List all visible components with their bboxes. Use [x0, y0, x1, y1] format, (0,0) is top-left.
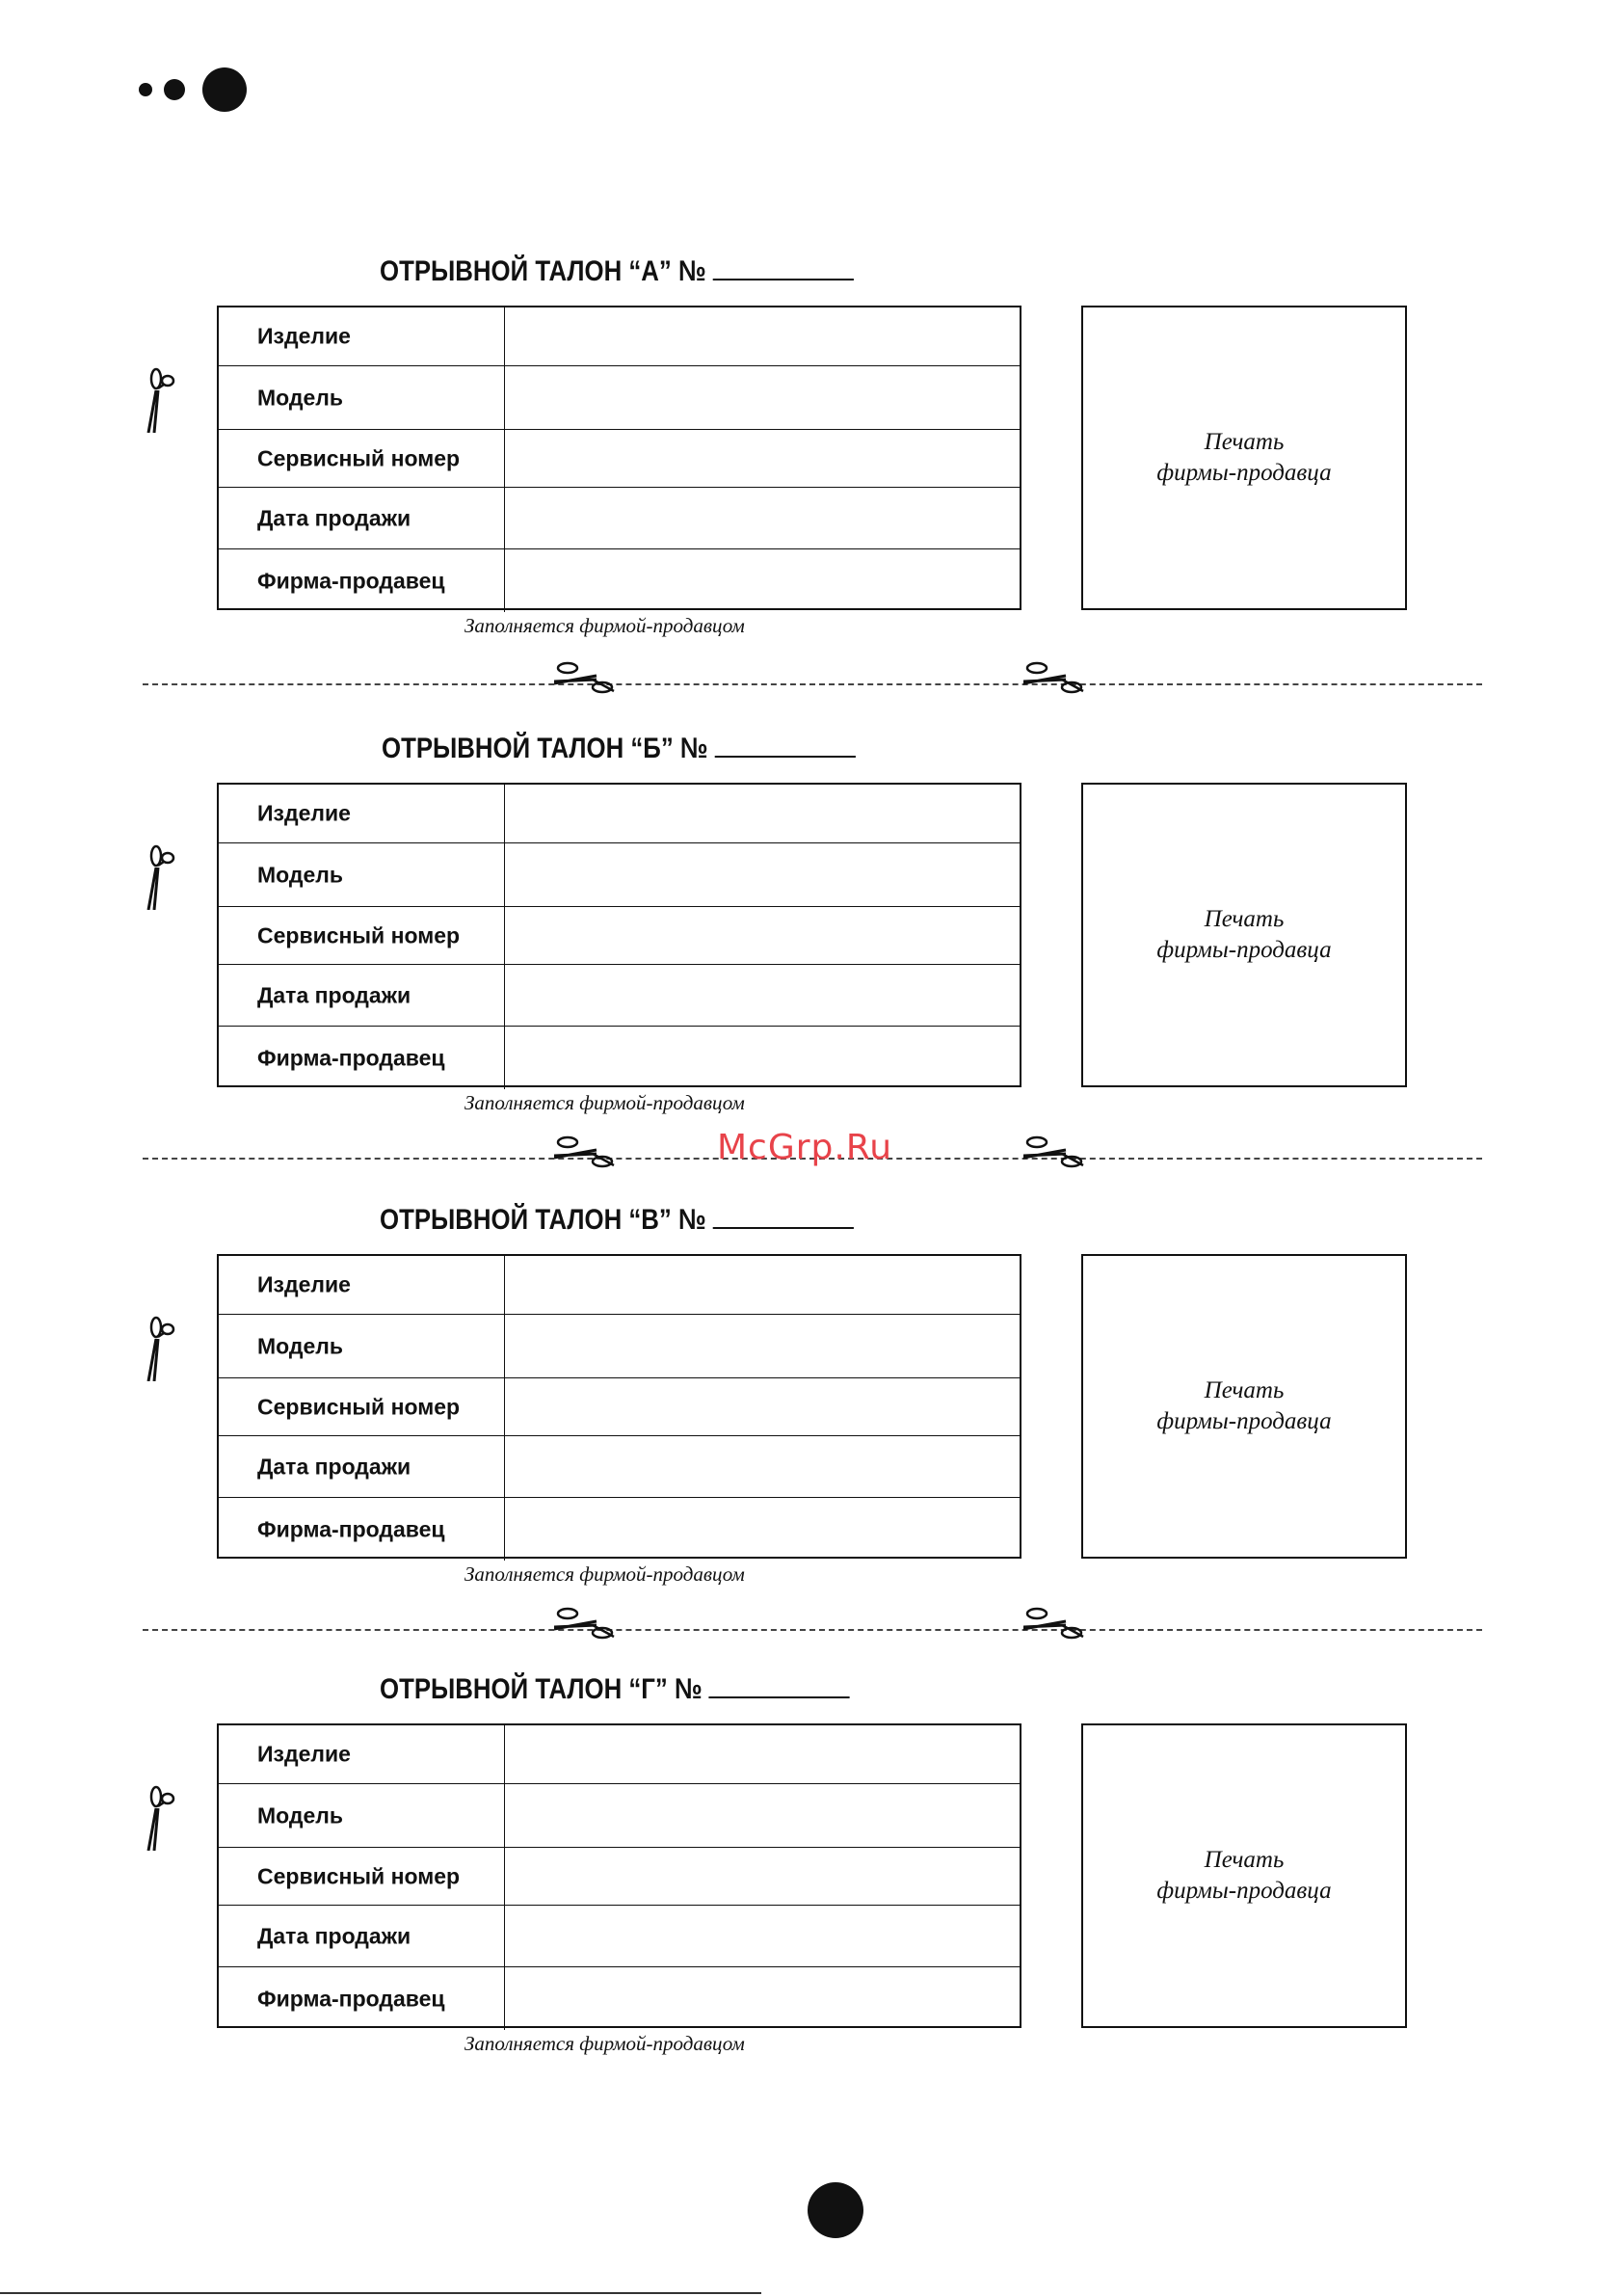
stamp-caption	[1083, 427, 1405, 489]
stamp-caption-line2: фирмы-продавца	[1156, 937, 1332, 963]
stamp-caption-line1: Печать	[1204, 1377, 1285, 1403]
fill-note: Заполняется фирмой-продавцом	[464, 2032, 745, 2055]
form-row-label: Сервисный номер	[257, 1863, 461, 1888]
stamp-caption	[1083, 904, 1405, 966]
cut-line	[143, 1629, 1482, 1631]
form-row	[219, 1256, 1020, 1314]
form-row	[219, 1435, 1020, 1497]
coupon-title	[382, 733, 856, 765]
form-row-value-field[interactable]	[504, 1967, 1020, 2030]
form-row-label: Фирма-продавец	[257, 1516, 445, 1541]
coupon	[0, 725, 1618, 1130]
form-row	[219, 1725, 1020, 1783]
stamp-caption-line1: Печать	[1204, 906, 1285, 932]
coupon-title	[380, 1204, 854, 1237]
form-row-label: Модель	[257, 862, 344, 887]
form-row	[219, 429, 1020, 487]
stamp-caption-line1: Печать	[1204, 1847, 1285, 1873]
cut-line	[143, 683, 1482, 685]
form-row-label: Модель	[257, 1333, 344, 1358]
coupon-title-text: ОТРЫВНОЙ ТАЛОН “Б” №	[382, 733, 708, 764]
form-row	[219, 964, 1020, 1026]
scissors-icon	[554, 1129, 623, 1169]
coupon-number-field[interactable]	[715, 733, 856, 758]
coupon-title	[380, 255, 854, 288]
form-row-label: Фирма-продавец	[257, 1986, 445, 2011]
scissors-icon	[1023, 654, 1093, 695]
coupon-title-text: ОТРЫВНОЙ ТАЛОН “А” №	[380, 255, 706, 287]
coupon-form-table	[217, 1254, 1021, 1559]
form-row-label: Сервисный номер	[257, 922, 461, 948]
form-row-value-field[interactable]	[504, 430, 1020, 487]
form-row	[219, 1905, 1020, 1966]
form-row-value-field[interactable]	[504, 307, 1020, 365]
form-row	[219, 1783, 1020, 1847]
form-row-label: Сервисный номер	[257, 1394, 461, 1419]
seller-stamp-box	[1081, 1723, 1407, 2028]
form-row	[219, 365, 1020, 429]
stamp-caption-line1: Печать	[1204, 429, 1285, 455]
coupon-form-table	[217, 306, 1021, 610]
coupon-form-table	[217, 1723, 1021, 2028]
form-row-value-field[interactable]	[504, 488, 1020, 548]
scissors-icon	[135, 363, 175, 433]
fill-note: Заполняется фирмой-продавцом	[464, 1091, 745, 1114]
form-row-value-field[interactable]	[504, 1027, 1020, 1089]
form-row	[219, 842, 1020, 906]
form-row-label: Изделие	[257, 323, 351, 349]
form-row-value-field[interactable]	[504, 1725, 1020, 1783]
form-row-value-field[interactable]	[504, 965, 1020, 1026]
coupon	[0, 248, 1618, 653]
form-row-value-field[interactable]	[504, 1784, 1020, 1847]
form-row-label: Изделие	[257, 1271, 351, 1297]
scissors-icon	[135, 841, 175, 910]
scissors-icon	[554, 654, 623, 695]
fill-note: Заполняется фирмой-продавцом	[464, 614, 745, 637]
form-row	[219, 906, 1020, 964]
coupon-number-field[interactable]	[713, 1204, 854, 1229]
scissors-icon	[554, 1600, 623, 1641]
form-row-value-field[interactable]	[504, 907, 1020, 964]
form-row	[219, 1497, 1020, 1561]
form-row-value-field[interactable]	[504, 549, 1020, 612]
form-row-label: Дата продажи	[257, 982, 411, 1007]
form-row-value-field[interactable]	[504, 1436, 1020, 1497]
fill-note: Заполняется фирмой-продавцом	[464, 1562, 745, 1586]
form-row-label: Дата продажи	[257, 1923, 411, 1948]
scissors-icon	[135, 1781, 175, 1851]
form-row-value-field[interactable]	[504, 785, 1020, 842]
bottom-rule	[0, 2292, 761, 2294]
form-row-value-field[interactable]	[504, 1378, 1020, 1435]
coupon-number-field[interactable]	[709, 1673, 850, 1698]
form-row	[219, 548, 1020, 612]
form-row-label: Модель	[257, 385, 344, 410]
form-row-value-field[interactable]	[504, 366, 1020, 429]
stamp-caption-line2: фирмы-продавца	[1156, 1878, 1332, 1904]
stamp-caption-line2: фирмы-продавца	[1156, 1408, 1332, 1434]
scissors-icon	[135, 1312, 175, 1381]
form-row-label: Сервисный номер	[257, 445, 461, 470]
seller-stamp-box	[1081, 783, 1407, 1087]
stamp-caption	[1083, 1845, 1405, 1907]
coupon	[0, 1196, 1618, 1601]
coupon-title-text: ОТРЫВНОЙ ТАЛОН “В” №	[380, 1204, 706, 1236]
watermark: McGrp.Ru	[717, 1128, 893, 1167]
coupon	[0, 1666, 1618, 2070]
stamp-caption	[1083, 1375, 1405, 1437]
form-row-value-field[interactable]	[504, 843, 1020, 906]
form-row-value-field[interactable]	[504, 1315, 1020, 1377]
form-row-value-field[interactable]	[504, 1848, 1020, 1905]
form-row	[219, 1847, 1020, 1905]
form-row-label: Изделие	[257, 1741, 351, 1767]
form-row	[219, 1314, 1020, 1377]
form-row	[219, 307, 1020, 365]
form-row-label: Дата продажи	[257, 505, 411, 530]
form-row	[219, 487, 1020, 548]
seller-stamp-box	[1081, 306, 1407, 610]
form-row-label: Фирма-продавец	[257, 1045, 445, 1070]
form-row-label: Дата продажи	[257, 1454, 411, 1479]
scissors-icon	[1023, 1129, 1093, 1169]
form-row-value-field[interactable]	[504, 1498, 1020, 1561]
coupon-form-table	[217, 783, 1021, 1087]
form-row	[219, 1026, 1020, 1089]
form-row	[219, 1966, 1020, 2030]
form-row-label: Модель	[257, 1802, 344, 1828]
coupon-title-text: ОТРЫВНОЙ ТАЛОН “Г” №	[380, 1673, 703, 1705]
coupon-number-field[interactable]	[713, 255, 854, 280]
form-row	[219, 1377, 1020, 1435]
form-row-label: Изделие	[257, 800, 351, 826]
stamp-caption-line2: фирмы-продавца	[1156, 460, 1332, 486]
seller-stamp-box	[1081, 1254, 1407, 1559]
form-row-value-field[interactable]	[504, 1906, 1020, 1966]
form-row-label: Фирма-продавец	[257, 568, 445, 593]
coupon-title	[380, 1673, 850, 1706]
scissors-icon	[1023, 1600, 1093, 1641]
form-row-value-field[interactable]	[504, 1256, 1020, 1314]
filled-circle-icon	[808, 2182, 863, 2238]
form-row	[219, 785, 1020, 842]
